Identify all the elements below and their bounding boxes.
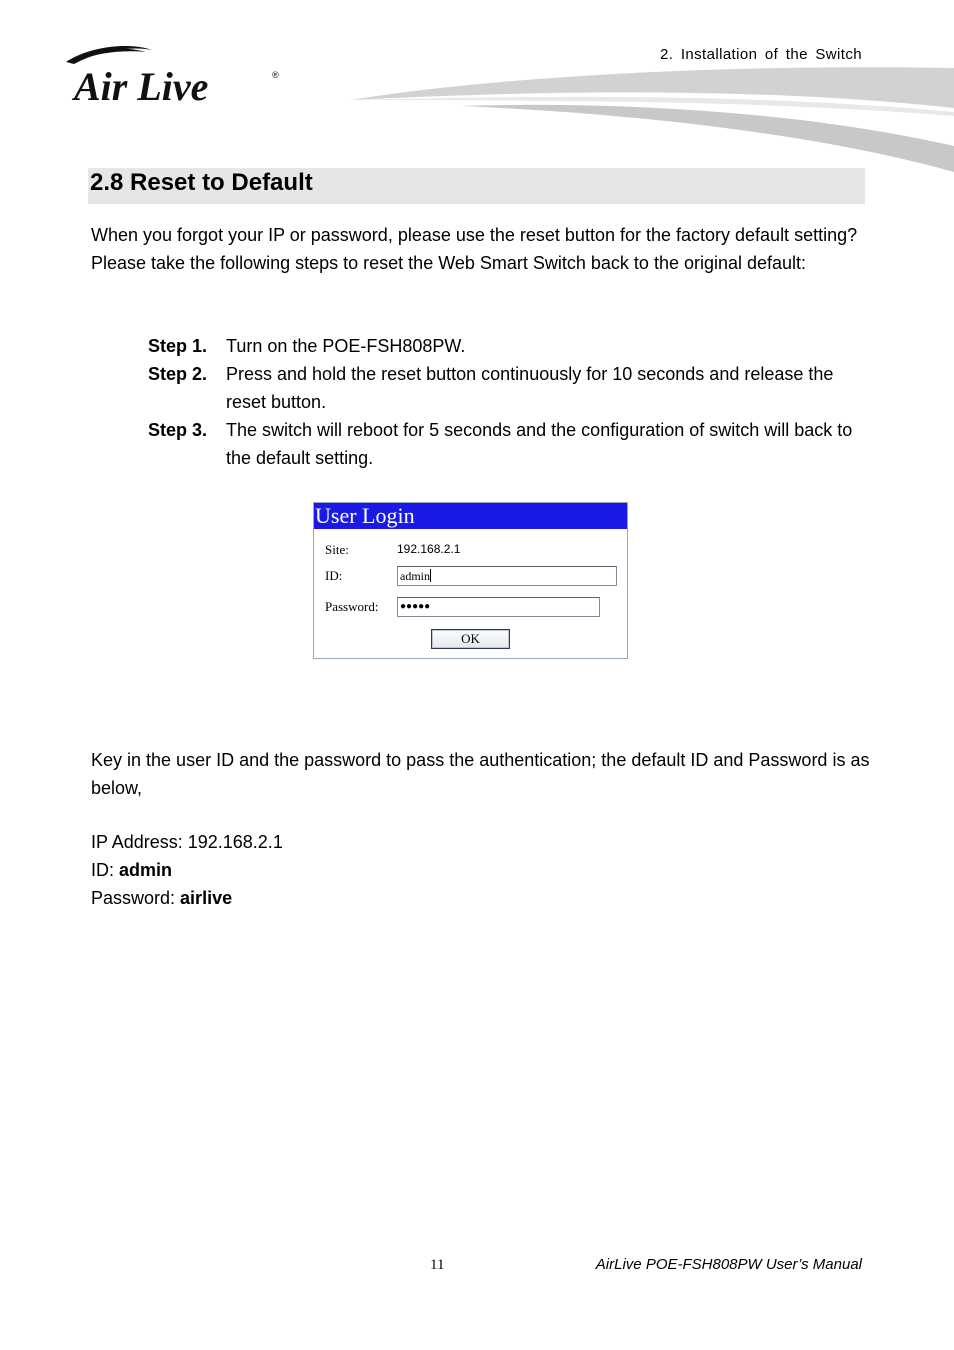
page-number: 11: [430, 1257, 445, 1273]
chapter-header: 2. Installation of the Switch: [659, 46, 862, 63]
text-caret: [430, 569, 431, 582]
password-mask: ●●●●●: [400, 601, 431, 612]
step-text: The switch will reboot for 5 seconds and the configuration of switch will back to the default setting.: [226, 420, 853, 468]
intro-paragraph: When you forgot your IP or password, please use the reset button for the factory default setting? Please take the following steps to reset the Web Smart Switch back to the original default:: [91, 225, 858, 273]
step-label: Step 2.: [148, 364, 208, 384]
header-swoosh-graphic: [340, 60, 954, 180]
password-input[interactable]: [397, 597, 600, 617]
site-value: 192.168.2.1: [397, 542, 461, 556]
step-item: [148, 360, 868, 416]
id-label: ID:: [325, 568, 343, 583]
section-title: 2.8 Reset to Default: [90, 169, 313, 196]
id-input[interactable]: [397, 566, 617, 586]
step-item: [148, 416, 868, 472]
default-password-line: [91, 884, 871, 912]
svg-text:Air Live: Air Live: [74, 64, 209, 109]
site-label: Site:: [325, 542, 349, 557]
password-label: Password:: [325, 599, 379, 614]
ip-label: IP Address:: [91, 832, 188, 852]
step-text: Turn on the POE-FSH808PW.: [226, 336, 466, 356]
auth-paragraph: Key in the user ID and the password to pass the authentication; the default ID and Password is as below,: [91, 750, 870, 798]
id-label: ID:: [91, 860, 120, 880]
user-login-dialog: [313, 502, 628, 659]
step-text: Press and hold the reset button continuously for 10 seconds and release the reset button.: [226, 364, 834, 412]
steps-list: [148, 332, 868, 472]
step-label: Step 1.: [148, 336, 208, 356]
defaults-block: [91, 828, 871, 912]
id-value: admin: [119, 860, 173, 880]
ip-value: 192.168.2.1: [187, 832, 283, 852]
manual-title: AirLive POE-FSH808PW User’s Manual: [595, 1256, 862, 1273]
ok-button[interactable]: OK: [431, 629, 510, 649]
airlive-logo-icon: [60, 40, 300, 110]
step-label: Step 3.: [148, 420, 208, 440]
default-id-line: [91, 856, 871, 884]
dialog-title: User Login: [314, 503, 627, 529]
id-input-value: admin: [400, 569, 430, 583]
airlive-logo: [60, 40, 300, 115]
default-ip-line: [91, 828, 871, 856]
svg-text:®: ®: [272, 70, 279, 80]
section-heading-bar: [88, 168, 865, 204]
password-value: airlive: [180, 888, 233, 908]
password-label: Password:: [91, 888, 181, 908]
step-item: [148, 332, 868, 360]
